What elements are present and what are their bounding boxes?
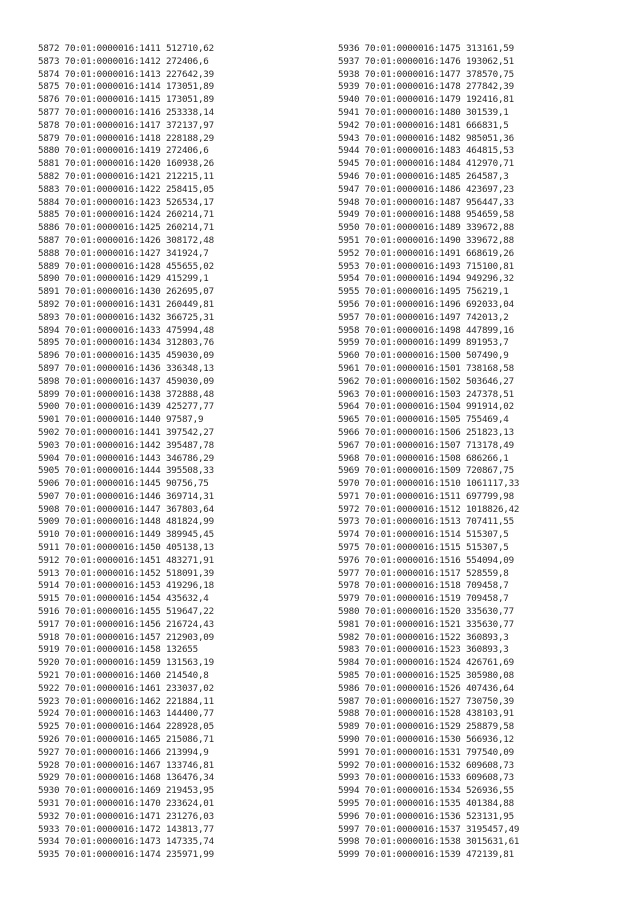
record-row: 5903 70:01:0000016:1442 395487,78: [38, 439, 214, 451]
record-row: 5916 70:01:0000016:1455 519647,22: [38, 606, 214, 618]
record-row: 5988 70:01:0000016:1528 438103,91: [338, 708, 514, 720]
record-row: 5896 70:01:0000016:1435 459030,09: [38, 350, 214, 362]
record-row: 5985 70:01:0000016:1525 305980,08: [338, 670, 514, 682]
record-row: 5928 70:01:0000016:1467 133746,81: [38, 759, 214, 771]
record-row: 5905 70:01:0000016:1444 395508,33: [38, 465, 214, 477]
record-row: 5984 70:01:0000016:1524 426761,69: [338, 657, 514, 669]
record-row: 5901 70:01:0000016:1440 97587,9: [38, 414, 204, 426]
record-row: 5890 70:01:0000016:1429 415299,1: [38, 273, 209, 285]
record-row: 5877 70:01:0000016:1416 253338,14: [38, 106, 214, 118]
record-row: 5937 70:01:0000016:1476 193062,51: [338, 55, 514, 67]
record-row: 5991 70:01:0000016:1531 797540,09: [338, 746, 514, 758]
record-row: 5953 70:01:0000016:1493 715100,81: [338, 260, 514, 272]
record-row: 5979 70:01:0000016:1519 709458,7: [338, 593, 509, 605]
record-row: 5943 70:01:0000016:1482 985051,36: [338, 132, 514, 144]
record-row: 5922 70:01:0000016:1461 233037,02: [38, 682, 214, 694]
record-row: 5920 70:01:0000016:1459 131563,19: [38, 657, 214, 669]
record-row: 5973 70:01:0000016:1513 707411,55: [338, 516, 514, 528]
record-row: 5885 70:01:0000016:1424 260214,71: [38, 209, 214, 221]
record-row: 5942 70:01:0000016:1481 666831,5: [338, 119, 509, 131]
record-row: 5994 70:01:0000016:1534 526936,55: [338, 785, 514, 797]
record-row: 5872 70:01:0000016:1411 512710,62: [38, 43, 214, 54]
record-row: 5929 70:01:0000016:1468 136476,34: [38, 772, 214, 784]
record-row: 5886 70:01:0000016:1425 260214,71: [38, 222, 214, 234]
record-row: 5996 70:01:0000016:1536 523131,95: [338, 810, 514, 822]
record-row: 5969 70:01:0000016:1509 720867,75: [338, 465, 514, 477]
record-row: 5888 70:01:0000016:1427 341924,7: [38, 247, 209, 259]
record-row: 5889 70:01:0000016:1428 455655,02: [38, 260, 214, 272]
record-row: 5999 70:01:0000016:1539 472139,81: [338, 849, 514, 861]
record-row: 5891 70:01:0000016:1430 262695,07: [38, 286, 214, 298]
record-row: 5966 70:01:0000016:1506 251823,13: [338, 426, 514, 438]
record-row: 5897 70:01:0000016:1436 336348,13: [38, 362, 214, 374]
record-row: 5907 70:01:0000016:1446 369714,31: [38, 490, 214, 502]
record-row: 5875 70:01:0000016:1414 173051,89: [38, 81, 214, 93]
record-row: 5934 70:01:0000016:1473 147335,74: [38, 836, 214, 848]
record-row: 5978 70:01:0000016:1518 709458,7: [338, 580, 509, 592]
record-row: 5958 70:01:0000016:1498 447899,16: [338, 324, 514, 336]
record-row: 5910 70:01:0000016:1449 389945,45: [38, 529, 214, 541]
record-row: 5878 70:01:0000016:1417 372137,97: [38, 119, 214, 131]
record-row: 5975 70:01:0000016:1515 515307,5: [338, 542, 509, 554]
record-row: 5894 70:01:0000016:1433 475994,48: [38, 324, 214, 336]
record-row: 5930 70:01:0000016:1469 219453,95: [38, 785, 214, 797]
record-row: 5895 70:01:0000016:1434 312803,76: [38, 337, 214, 349]
record-row: 5980 70:01:0000016:1520 335630,77: [338, 606, 514, 618]
right-column: [338, 43, 519, 862]
record-row: 5993 70:01:0000016:1533 609608,73: [338, 772, 514, 784]
record-row: 5989 70:01:0000016:1529 258879,58: [338, 721, 514, 733]
record-row: 5955 70:01:0000016:1495 756219,1: [338, 286, 509, 298]
record-row: 5977 70:01:0000016:1517 528559,8: [338, 567, 509, 579]
record-row: 5944 70:01:0000016:1483 464815,53: [338, 145, 514, 157]
record-row: 5881 70:01:0000016:1420 160938,26: [38, 158, 214, 170]
record-row: 5918 70:01:0000016:1457 212903,09: [38, 631, 214, 643]
record-row: 5921 70:01:0000016:1460 214540,8: [38, 670, 209, 682]
record-row: 5972 70:01:0000016:1512 1018826,42: [338, 503, 520, 515]
record-row: 5957 70:01:0000016:1497 742013,2: [338, 311, 509, 323]
record-row: 5936 70:01:0000016:1475 313161,59: [338, 43, 514, 54]
record-row: 5911 70:01:0000016:1450 405138,13: [38, 542, 214, 554]
record-row: 5927 70:01:0000016:1466 213994,9: [38, 746, 209, 758]
record-row: 5950 70:01:0000016:1489 339672,88: [338, 222, 514, 234]
record-row: 5946 70:01:0000016:1485 264587,3: [338, 170, 509, 182]
record-row: 5935 70:01:0000016:1474 235971,99: [38, 849, 214, 861]
record-row: 5884 70:01:0000016:1423 526534,17: [38, 196, 214, 208]
record-row: 5949 70:01:0000016:1488 954659,58: [338, 209, 514, 221]
record-row: 5882 70:01:0000016:1421 212215,11: [38, 170, 214, 182]
record-row: 5892 70:01:0000016:1431 260449,81: [38, 298, 214, 310]
record-row: 5956 70:01:0000016:1496 692033,04: [338, 298, 514, 310]
record-row: 5995 70:01:0000016:1535 401384,88: [338, 798, 514, 810]
record-row: 5924 70:01:0000016:1463 144400,77: [38, 708, 214, 720]
record-row: 5915 70:01:0000016:1454 435632,4: [38, 593, 209, 605]
record-row: 5919 70:01:0000016:1458 132655: [38, 644, 198, 656]
left-column: [38, 43, 214, 862]
record-row: 5982 70:01:0000016:1522 360893,3: [338, 631, 509, 643]
record-row: 5981 70:01:0000016:1521 335630,77: [338, 618, 514, 630]
record-row: 5914 70:01:0000016:1453 419296,18: [38, 580, 214, 592]
record-row: 5933 70:01:0000016:1472 143813,77: [38, 823, 214, 835]
record-row: 5887 70:01:0000016:1426 308172,48: [38, 234, 214, 246]
record-row: 5961 70:01:0000016:1501 738168,58: [338, 362, 514, 374]
record-row: 5998 70:01:0000016:1538 3015631,61: [338, 836, 520, 848]
record-row: 5997 70:01:0000016:1537 3195457,49: [338, 823, 520, 835]
record-row: 5976 70:01:0000016:1516 554094,09: [338, 554, 514, 566]
record-row: 5987 70:01:0000016:1527 730750,39: [338, 695, 514, 707]
record-row: 5912 70:01:0000016:1451 483271,91: [38, 554, 214, 566]
record-row: 5947 70:01:0000016:1486 423697,23: [338, 183, 514, 195]
record-row: 5893 70:01:0000016:1432 366725,31: [38, 311, 214, 323]
record-row: 5970 70:01:0000016:1510 1061117,33: [338, 478, 520, 490]
record-row: 5938 70:01:0000016:1477 378570,75: [338, 68, 514, 80]
record-row: 5900 70:01:0000016:1439 425277,77: [38, 401, 214, 413]
record-row: 5876 70:01:0000016:1415 173051,89: [38, 94, 214, 106]
record-row: 5945 70:01:0000016:1484 412970,71: [338, 158, 514, 170]
record-row: 5971 70:01:0000016:1511 697799,98: [338, 490, 514, 502]
record-row: 5968 70:01:0000016:1508 686266,1: [338, 452, 509, 464]
record-row: 5941 70:01:0000016:1480 301539,1: [338, 106, 509, 118]
record-row: 5926 70:01:0000016:1465 215086,71: [38, 734, 214, 746]
record-row: 5908 70:01:0000016:1447 367803,64: [38, 503, 214, 515]
record-row: 5906 70:01:0000016:1445 90756,75: [38, 478, 209, 490]
record-row: 5917 70:01:0000016:1456 216724,43: [38, 618, 214, 630]
record-row: 5931 70:01:0000016:1470 233624,01: [38, 798, 214, 810]
record-row: 5967 70:01:0000016:1507 713178,49: [338, 439, 514, 451]
record-row: 5923 70:01:0000016:1462 221884,11: [38, 695, 214, 707]
record-row: 5873 70:01:0000016:1412 272406,6: [38, 55, 209, 67]
record-row: 5965 70:01:0000016:1505 755469,4: [338, 414, 509, 426]
record-row: 5909 70:01:0000016:1448 481824,99: [38, 516, 214, 528]
record-row: 5880 70:01:0000016:1419 272406,6: [38, 145, 209, 157]
record-row: 5964 70:01:0000016:1504 991914,02: [338, 401, 514, 413]
record-row: 5992 70:01:0000016:1532 609608,73: [338, 759, 514, 771]
record-row: 5939 70:01:0000016:1478 277842,39: [338, 81, 514, 93]
record-row: 5899 70:01:0000016:1438 372888,48: [38, 388, 214, 400]
record-row: 5960 70:01:0000016:1500 507490,9: [338, 350, 509, 362]
record-row: 5959 70:01:0000016:1499 891953,7: [338, 337, 509, 349]
record-row: 5898 70:01:0000016:1437 459030,09: [38, 375, 214, 387]
record-row: 5925 70:01:0000016:1464 228928,05: [38, 721, 214, 733]
record-row: 5904 70:01:0000016:1443 346786,29: [38, 452, 214, 464]
record-row: 5962 70:01:0000016:1502 503646,27: [338, 375, 514, 387]
record-row: 5879 70:01:0000016:1418 228188,29: [38, 132, 214, 144]
record-row: 5940 70:01:0000016:1479 192416,81: [338, 94, 514, 106]
record-row: 5874 70:01:0000016:1413 227642,39: [38, 68, 214, 80]
record-row: 5986 70:01:0000016:1526 407436,64: [338, 682, 514, 694]
record-row: 5954 70:01:0000016:1494 949296,32: [338, 273, 514, 285]
record-row: 5948 70:01:0000016:1487 956447,33: [338, 196, 514, 208]
record-row: 5883 70:01:0000016:1422 258415,05: [38, 183, 214, 195]
record-row: 5983 70:01:0000016:1523 360893,3: [338, 644, 509, 656]
record-row: 5952 70:01:0000016:1491 668619,26: [338, 247, 514, 259]
record-row: 5990 70:01:0000016:1530 566936,12: [338, 734, 514, 746]
record-row: 5902 70:01:0000016:1441 397542,27: [38, 426, 214, 438]
record-row: 5951 70:01:0000016:1490 339672,88: [338, 234, 514, 246]
record-row: 5974 70:01:0000016:1514 515307,5: [338, 529, 509, 541]
record-row: 5913 70:01:0000016:1452 518091,39: [38, 567, 214, 579]
record-row: 5963 70:01:0000016:1503 247378,51: [338, 388, 514, 400]
record-row: 5932 70:01:0000016:1471 231276,03: [38, 810, 214, 822]
